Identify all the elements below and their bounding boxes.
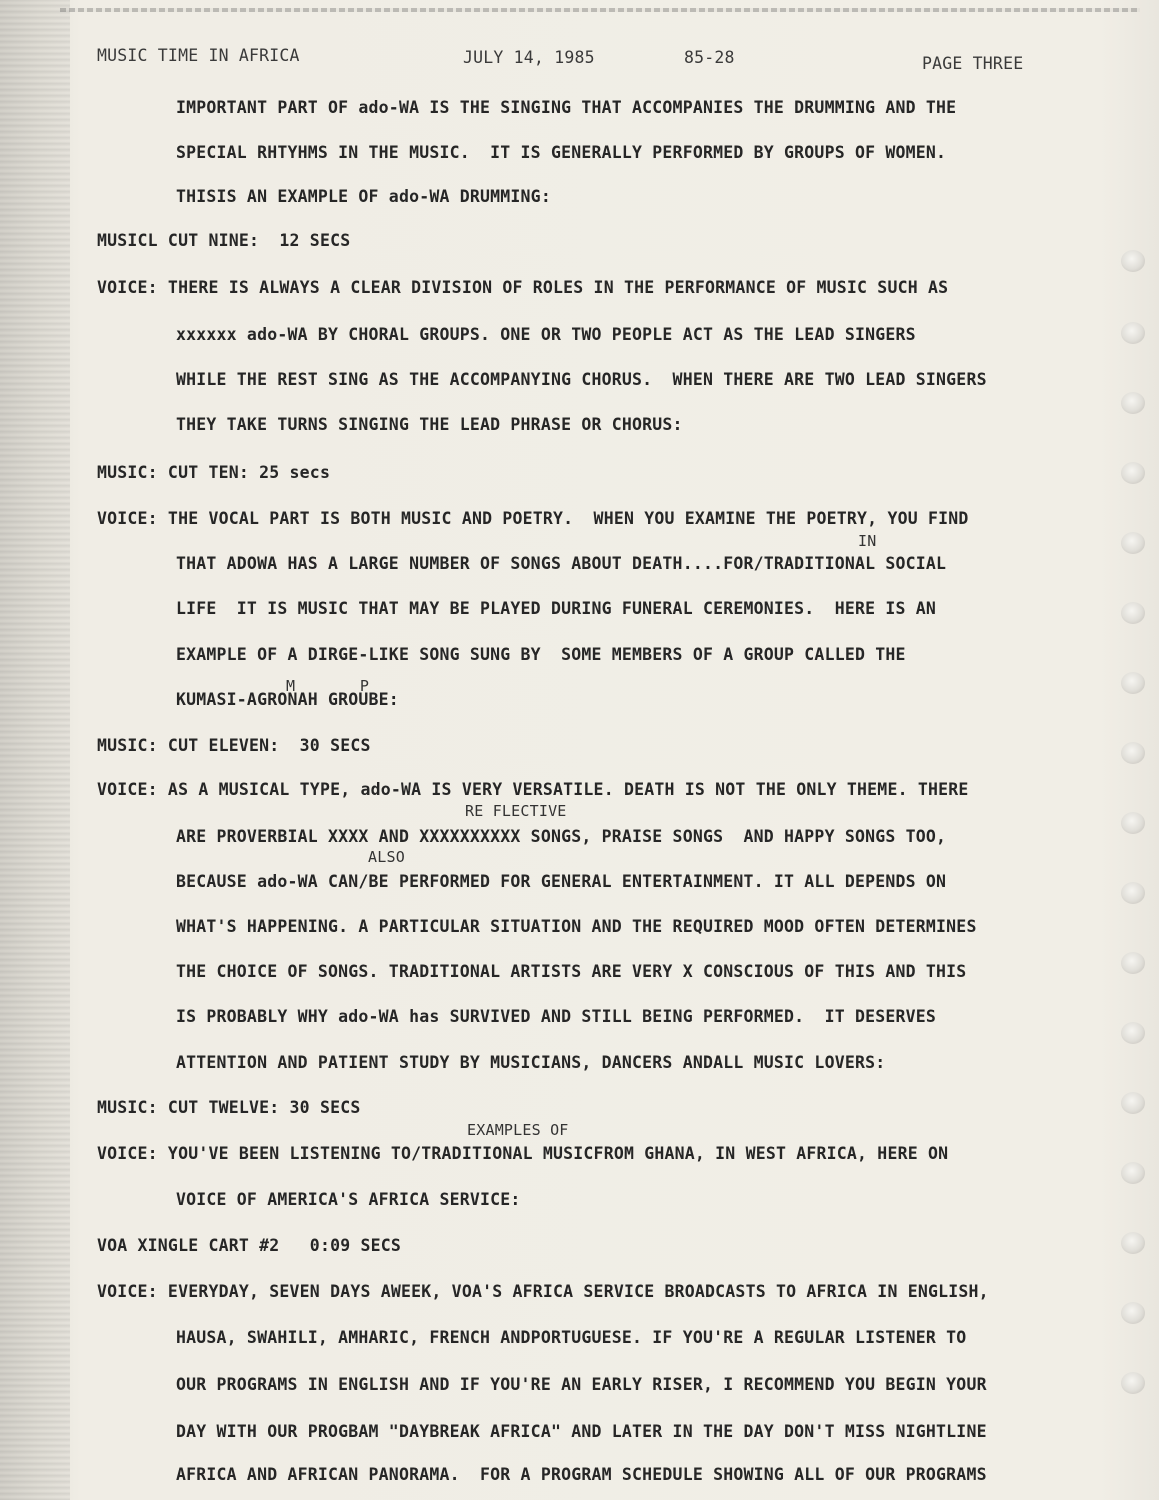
voice-line: VOICE: EVERYDAY, SEVEN DAYS AWEEK, VOA'S AFRICA SERVICE BROADCASTS TO AFRICA IN ENGLISH, <box>97 1282 989 1301</box>
feed-hole <box>1121 952 1145 974</box>
handwritten-insertion: M P <box>286 677 370 695</box>
feed-hole <box>1121 672 1145 694</box>
script-date: JULY 14, 1985 <box>463 48 595 67</box>
feed-hole <box>1121 742 1145 764</box>
script-line: THISIS AN EXAMPLE OF ado-WA DRUMMING: <box>176 187 551 206</box>
feed-hole <box>1121 462 1145 484</box>
script-line: THE CHOICE OF SONGS. TRADITIONAL ARTISTS ARE VERY X CONSCIOUS OF THIS AND THIS <box>176 962 967 981</box>
cart-cue: VOA XINGLE CART #2 0:09 SECS <box>97 1236 402 1255</box>
script-line: THEY TAKE TURNS SINGING THE LEAD PHRASE OR CHORUS: <box>176 415 683 434</box>
feed-hole <box>1121 250 1145 272</box>
page-number: PAGE THREE <box>922 54 1024 73</box>
perforation-line <box>60 8 1140 12</box>
scan-edge-shading <box>0 0 70 1500</box>
script-line: ARE PROVERBIAL XXXX AND XXXXXXXXXX SONGS, PRAISE SONGS AND HAPPY SONGS TOO, <box>176 827 947 846</box>
feed-hole <box>1121 1092 1145 1114</box>
script-line: WHILE THE REST SING AS THE ACCOMPANYING CHORUS. WHEN THERE ARE TWO LEAD SINGERS <box>176 370 987 389</box>
music-cue: MUSIC: CUT ELEVEN: 30 SECS <box>97 736 371 755</box>
handwritten-insertion: EXAMPLES OF <box>467 1121 569 1139</box>
script-line: IMPORTANT PART OF ado-WA IS THE SINGING THAT ACCOMPANIES THE DRUMMING AND THE <box>176 98 957 117</box>
script-line: AFRICA AND AFRICAN PANORAMA. FOR A PROGRAM SCHEDULE SHOWING ALL OF OUR PROGRAMS <box>176 1465 987 1484</box>
handwritten-insertion: ALSO <box>368 848 405 866</box>
feed-hole <box>1121 812 1145 834</box>
music-cue: MUSICL CUT NINE: 12 SECS <box>97 231 351 250</box>
voice-line: VOICE: YOU'VE BEEN LISTENING TO/TRADITIONAL MUSICFROM GHANA, IN WEST AFRICA, HERE ON <box>97 1144 949 1163</box>
script-line: VOICE OF AMERICA'S AFRICA SERVICE: <box>176 1190 521 1209</box>
program-title: MUSIC TIME IN AFRICA <box>97 46 300 65</box>
feed-hole <box>1121 392 1145 414</box>
feed-hole <box>1121 1022 1145 1044</box>
script-line: WHAT'S HAPPENING. A PARTICULAR SITUATION AND THE REQUIRED MOOD OFTEN DETERMINES <box>176 917 977 936</box>
script-line: SPECIAL RHTYHMS IN THE MUSIC. IT IS GENERALLY PERFORMED BY GROUPS OF WOMEN. <box>176 143 947 162</box>
voice-line: VOICE: AS A MUSICAL TYPE, ado-WA IS VERY VERSATILE. DEATH IS NOT THE ONLY THEME. THERE <box>97 780 969 799</box>
script-line: IS PROBABLY WHY ado-WA has SURVIVED AND STILL BEING PERFORMED. IT DESERVES <box>176 1007 937 1026</box>
feed-hole <box>1121 1162 1145 1184</box>
feed-hole <box>1121 882 1145 904</box>
feed-hole <box>1121 1302 1145 1324</box>
feed-hole <box>1121 322 1145 344</box>
script-line: DAY WITH OUR PROGBAM "DAYBREAK AFRICA" AND LATER IN THE DAY DON'T MISS NIGHTLINE <box>176 1422 987 1441</box>
music-cue: MUSIC: CUT TEN: 25 secs <box>97 463 331 482</box>
feed-hole <box>1121 532 1145 554</box>
feed-hole <box>1121 1372 1145 1394</box>
music-cue: MUSIC: CUT TWELVE: 30 SECS <box>97 1098 361 1117</box>
handwritten-insertion: RE FLECTIVE <box>465 802 567 820</box>
script-line: LIFE IT IS MUSIC THAT MAY BE PLAYED DURING FUNERAL CEREMONIES. HERE IS AN <box>176 599 937 618</box>
script-line: EXAMPLE OF A DIRGE-LIKE SONG SUNG BY SOME MEMBERS OF A GROUP CALLED THE <box>176 645 906 664</box>
script-line: ATTENTION AND PATIENT STUDY BY MUSICIANS, DANCERS ANDALL MUSIC LOVERS: <box>176 1053 886 1072</box>
script-line: THAT ADOWA HAS A LARGE NUMBER OF SONGS ABOUT DEATH....FOR/TRADITIONAL SOCIAL <box>176 554 947 573</box>
voice-line: VOICE: THERE IS ALWAYS A CLEAR DIVISION OF ROLES IN THE PERFORMANCE OF MUSIC SUCH AS <box>97 278 949 297</box>
handwritten-insertion: IN <box>858 532 877 550</box>
feed-hole <box>1121 602 1145 624</box>
feed-hole <box>1121 1232 1145 1254</box>
voice-line: VOICE: THE VOCAL PART IS BOTH MUSIC AND POETRY. WHEN YOU EXAMINE THE POETRY, YOU FIND <box>97 509 969 528</box>
script-line: OUR PROGRAMS IN ENGLISH AND IF YOU'RE AN EARLY RISER, I RECOMMEND YOU BEGIN YOUR <box>176 1375 987 1394</box>
script-line: BECAUSE ado-WA CAN/BE PERFORMED FOR GENERAL ENTERTAINMENT. IT ALL DEPENDS ON <box>176 872 947 891</box>
script-line: KUMASI-AGRONAH GROUBE: <box>176 690 399 709</box>
script-line: HAUSA, SWAHILI, AMHARIC, FRENCH ANDPORTUGUESE. IF YOU'RE A REGULAR LISTENER TO <box>176 1328 967 1347</box>
script-number: 85-28 <box>684 48 735 67</box>
script-line: xxxxxx ado-WA BY CHORAL GROUPS. ONE OR TWO PEOPLE ACT AS THE LEAD SINGERS <box>176 325 916 344</box>
tractor-feed-holes <box>1121 250 1151 1450</box>
